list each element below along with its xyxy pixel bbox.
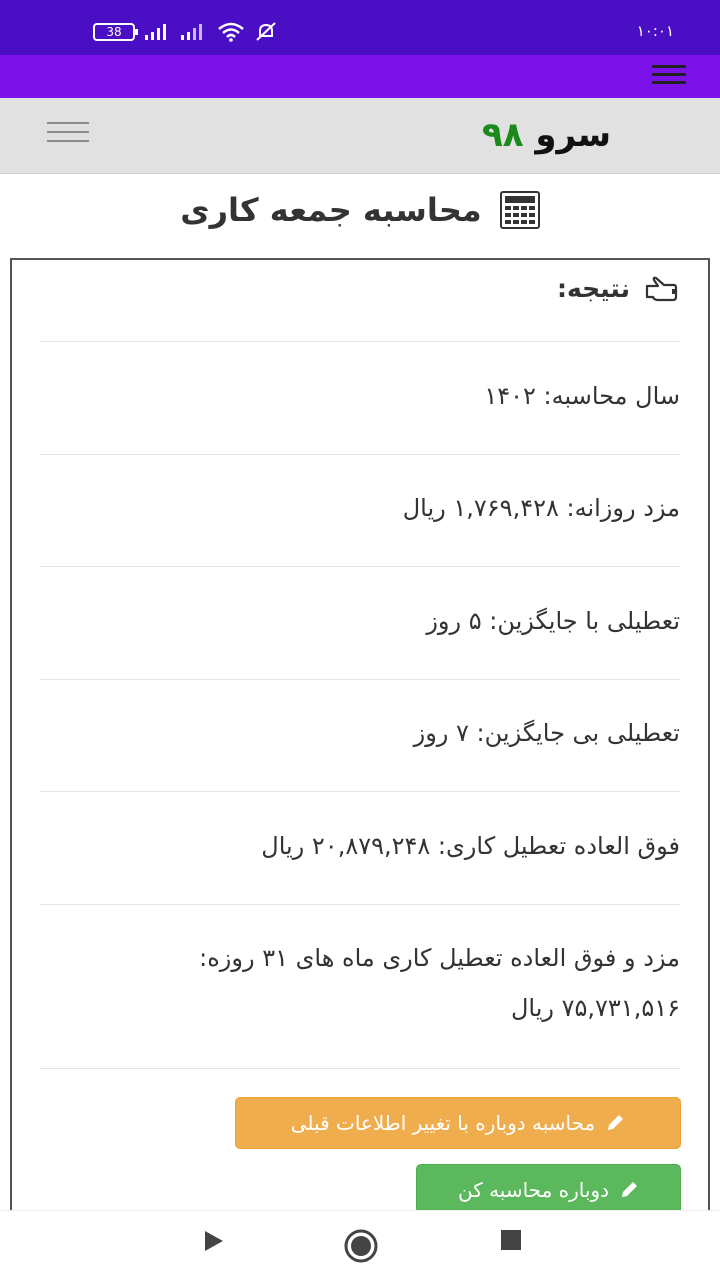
- divider: [40, 904, 680, 905]
- divider: [40, 791, 680, 792]
- pencil-icon: [605, 1113, 625, 1133]
- result-heading-text: نتیجه:: [557, 274, 630, 303]
- brand-word: سرو: [535, 115, 612, 155]
- wifi-icon: [217, 22, 245, 42]
- recalculate-with-changes-label: محاسبه دوباره با تغییر اطلاعات قبلی: [290, 1111, 596, 1135]
- recalculate-label: دوباره محاسبه کن: [457, 1178, 610, 1202]
- page-header: [0, 185, 720, 235]
- divider: [40, 1068, 680, 1069]
- brand-logo[interactable]: [482, 115, 612, 155]
- hand-point-icon: [644, 276, 678, 302]
- nav-toggle-icon[interactable]: [47, 122, 89, 150]
- mute-bell-icon: [255, 22, 277, 42]
- battery-level: 38: [106, 25, 122, 39]
- result-heading: [557, 274, 678, 303]
- signal-icon-2: [181, 22, 207, 42]
- pencil-icon: [619, 1180, 639, 1200]
- result-row-monthly-value: ۷۵,۷۳۱,۵۱۶ ریال: [510, 994, 680, 1022]
- recents-icon[interactable]: [500, 1229, 522, 1251]
- divider: [40, 679, 680, 680]
- recalculate-button[interactable]: [416, 1164, 681, 1216]
- app-menu-icon[interactable]: [652, 65, 686, 87]
- recalculate-with-changes-button[interactable]: [235, 1097, 681, 1149]
- status-icons: [93, 22, 277, 42]
- result-row-daily-wage: مزد روزانه: ۱,۷۶۹,۴۲۸ ریال: [402, 494, 680, 522]
- calculator-icon: [500, 191, 540, 229]
- battery-icon: [93, 23, 135, 41]
- system-nav-bar: [0, 1210, 720, 1280]
- status-bar: [0, 0, 720, 55]
- divider: [40, 454, 680, 455]
- home-icon[interactable]: [344, 1229, 378, 1263]
- site-navbar: [0, 98, 720, 174]
- divider: [40, 566, 680, 567]
- result-row-holidays-replaced: تعطیلی با جایگزین: ۵ روز: [426, 607, 680, 635]
- back-icon[interactable]: [203, 1229, 225, 1253]
- page-title: محاسبه جمعه کاری: [180, 191, 482, 229]
- result-panel: [10, 258, 710, 1218]
- signal-icon: [145, 22, 171, 42]
- brand-number: ۹۸: [482, 115, 524, 155]
- result-row-year: سال محاسبه: ۱۴۰۲: [484, 382, 680, 410]
- app-bar: [0, 55, 720, 98]
- result-row-monthly-label: مزد و فوق العاده تعطیل کاری ماه های ۳۱ روزه:: [199, 944, 680, 972]
- divider: [40, 341, 680, 342]
- result-row-holiday-bonus: فوق العاده تعطیل کاری: ۲۰,۸۷۹,۲۴۸ ریال: [261, 832, 680, 860]
- result-row-holidays-unreplaced: تعطیلی بی جایگزین: ۷ روز: [413, 719, 680, 747]
- status-time: ۱۰:۰۱: [636, 22, 674, 40]
